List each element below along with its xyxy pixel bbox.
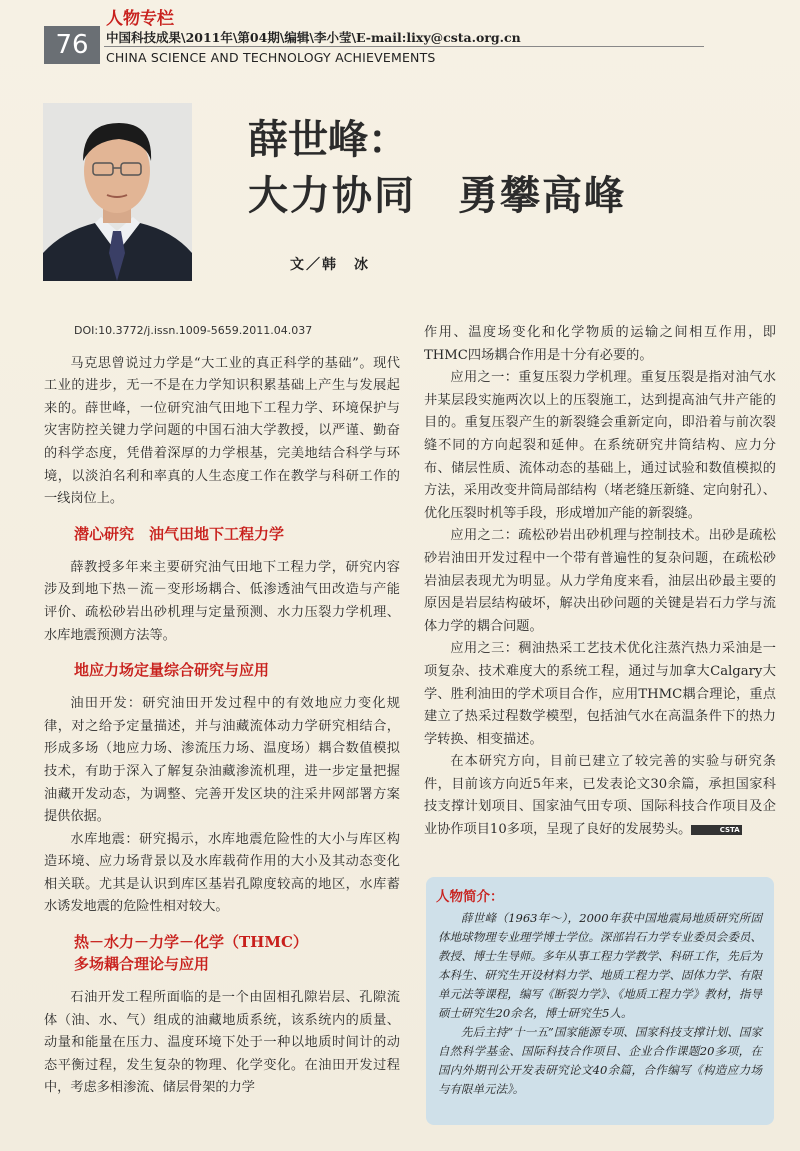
column-name: 人物专栏: [106, 9, 174, 29]
right-column: [424, 322, 776, 842]
section-heading: 潜心研究 油气田地下工程力学: [74, 524, 285, 543]
section-heading: 地应力场定量综合研究与应用: [74, 661, 270, 680]
paragraph-text: 在本研究方向，目前已建立了较完善的实验与研究条件，目前该方向近5年来，已发表论文30余篇，承担国家科技支撑计划项目、国家油气田专项、国际科技合作项目及企业协作项目10多项，呈现了良好的发展势头。: [424, 754, 776, 838]
portrait-illustration: [43, 103, 192, 281]
portrait-photo: [43, 103, 192, 281]
header-divider: [104, 46, 704, 47]
paragraph: 石油开发工程所面临的是一个由固相孔隙岩层、孔隙流体（油、水、气）组成的油藏地质系统，该系统内的质量、动量和能量在压力、温度环境下处于一种以地质时间计的动态平衡过程，发生复杂的物理、化学变化。在油田开发过程中，考虑多相渗流、储层骨架的力学: [44, 990, 400, 1096]
end-mark-logo: CSTA: [691, 825, 741, 835]
journal-english-name: CHINA SCIENCE AND TECHNOLOGY ACHIEVEMENTS: [106, 50, 436, 65]
byline: 文／韩 冰: [290, 257, 370, 273]
paragraph: 马克思曾说过力学是“大工业的真正科学的基础”。现代工业的进步，无一不是在力学知识积累基础上产生与发展起来的。薛世峰，一位研究油气田地下工程力学、环境保护与灾害防控关键力学问题的中国石油大学教授，以严谨、勤奋的科学态度，凭借着深厚的力学根基，完美地结合科学与环境，以淡泊名利和率真的人生态度工作在教学与科研工作的一线岗位上。: [44, 355, 400, 507]
section-heading-line-1: 热－水力－力学－化学（THMC）: [74, 933, 308, 952]
left-column: [44, 320, 400, 1100]
section-heading-line-2: 多场耦合理论与应用: [74, 955, 210, 974]
article-title: [248, 112, 626, 224]
doi: DOI:10.3772/j.issn.1009-5659.2011.04.037: [74, 324, 313, 337]
profile-box: [426, 877, 774, 1125]
paragraph: 应用之二：疏松砂岩出砂机理与控制技术。出砂是疏松砂岩油田开发过程中一个带有普遍性的复杂问题，在疏松砂岩油层表现尤为明显。从力学角度来看，油层出砂最主要的原因是岩层结构破坏，解决出砂问题的关键是岩石力学与流体力学的耦合问题。: [424, 528, 776, 634]
paragraph: 应用之一：重复压裂力学机理。重复压裂是指对油气水井某层段实施两次以上的压裂施工，达到提高油气井产能的目的。重复压裂产生的新裂缝会重新定向，即沿着与前次裂缝不同的方向起裂和延伸。在系统研究井筒结构、应力分布、储层性质、流体动态的基础上，通过试验和数值模拟的方法，采用改变井筒局部结构（堵老缝压新缝、定向射孔）、优化压裂时机等手段，形成增加产能的新裂缝。: [424, 370, 776, 521]
issue-info: 中国科技成果\2011年\第04期\编辑\李小莹\E-mail:lixy@csta.org.cn: [106, 30, 521, 45]
paragraph: 薛教授多年来主要研究油气田地下工程力学，研究内容涉及到地下热－流－变形场耦合、低渗透油气田改造与产能评价、疏松砂岩出砂机理与定量预测、水力压裂力学机理、水库地震预测方法等。: [44, 559, 400, 643]
profile-title: 人物简介：: [436, 889, 504, 905]
profile-paragraph: 先后主持“十一五”国家能源专项、国家科技支撑计划、国家自然科学基金、国际科技合作项目、企业合作课题20多项，在国内外期刊公开发表研究论文40余篇，合作编写《构造应力场与有限单元法》。: [438, 1025, 762, 1096]
title-line-2: 大力协同 勇攀高峰: [248, 172, 626, 219]
title-line-1: 薛世峰：: [248, 116, 408, 163]
paragraph: 水库地震：研究揭示，水库地震危险性的大小与库区构造环境、应力场背景以及水库载荷作用的大小及其动态变化相关联。尤其是认识到库区基岩孔隙度较高的地区，水库蓄水诱发地震的危险性相对较大。: [44, 831, 400, 915]
paragraph: 应用之三：稠油热采工艺技术优化注蒸汽热力采油是一项复杂、技术难度大的系统工程，通过与加拿大Calgary大学、胜利油田的学术项目合作，应用THMC耦合理论，重点建立了热采过程数学模型，包括油气水在高温条件下的热力学转换、相变描述。: [424, 641, 776, 747]
paragraph: 油田开发：研究油田开发过程中的有效地应力变化规律，对之给予定量描述，并与油藏流体动力学研究相结合，形成多场（地应力场、渗流压力场、温度场）耦合数值模拟技术，有助于深入了解复杂油藏渗流机理，进一步定量把握油藏开发动态，为调整、完善开发区块的注采井网部署方案提供依据。: [44, 696, 400, 825]
section-heading: [74, 931, 400, 975]
paragraph: 作用、温度场变化和化学物质的运输之间相互作用，即THMC四场耦合作用是十分有必要的。: [424, 325, 776, 363]
profile-body: [438, 909, 762, 1099]
page-number: 76: [44, 26, 100, 64]
profile-paragraph: 薛世峰（1963年～），2000年获中国地震局地质研究所固体地球物理专业理学博士学位。深部岩石力学专业委员会委员、教授、博士生导师。多年从事工程力学教学、科研工作，先后为本科生、研究生开设材料力学、地质工程力学、固体力学、有限单元法等课程，编写《断裂力学》、《地质工程力学》教材，指导硕士研究生20余名，博士研究生5人。: [438, 911, 762, 1020]
paragraph: [424, 751, 776, 841]
